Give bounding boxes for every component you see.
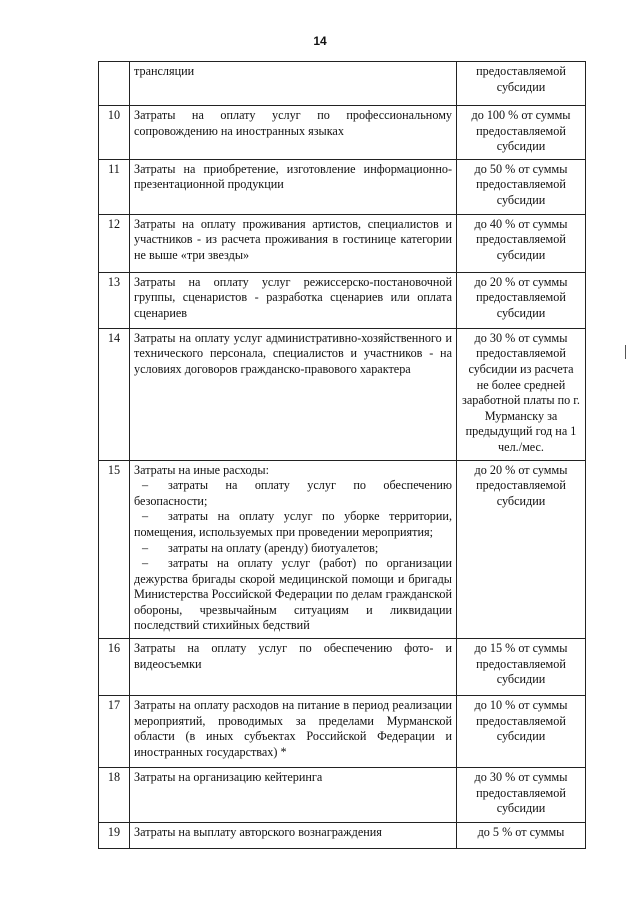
expense-limit: до 100 % от суммы предоставляемой субсидии <box>457 106 586 160</box>
table-row <box>99 696 586 768</box>
row-number: 18 <box>99 768 130 823</box>
table-row <box>99 639 586 696</box>
table-row <box>99 768 586 823</box>
row-number: 11 <box>99 159 130 214</box>
table-row <box>99 328 586 460</box>
row-number: 14 <box>99 328 130 460</box>
dash-glyph: – <box>142 478 149 493</box>
dash-glyph: – <box>142 540 149 555</box>
expense-limit: до 20 % от суммы предоставляемой субсидии <box>457 460 586 639</box>
row-number: 12 <box>99 214 130 272</box>
expense-description: Затраты на оплату услуг по обеспечению фото- и видеосъемки <box>130 639 457 696</box>
expense-limit: до 40 % от суммы предоставляемой субсидии <box>457 214 586 272</box>
expense-description: Затраты на оплату расходов на питание в период реализации мероприятий, проводимых за пределами Мурманской области (в иных субъектах Российской Федерации и иностранных государствах) * <box>130 696 457 768</box>
table-row <box>99 460 586 639</box>
expense-description: трансляции <box>130 62 457 106</box>
row-number: 19 <box>99 823 130 849</box>
page-number: 14 <box>313 34 327 48</box>
expense-description: Затраты на оплату услуг административно-хозяйственного и технического персонала, специалистов и участников - на условиях договоров гражданско-правового характера <box>130 328 457 460</box>
table-row <box>99 823 586 849</box>
expense-limit: до 5 % от суммы <box>457 823 586 849</box>
expense-limit: до 30 % от суммы предоставляемой субсидии из расчета не более средней заработной платы по г. Мурманску за предыдущий год на 1 чел./мес. <box>457 328 586 460</box>
expense-description <box>130 460 457 639</box>
expense-limit: до 30 % от суммы предоставляемой субсидии <box>457 768 586 823</box>
expense-limit: до 15 % от суммы предоставляемой субсидии <box>457 639 586 696</box>
row-number: 17 <box>99 696 130 768</box>
expense-heading: Затраты на иные расходы: <box>134 462 269 477</box>
table-row <box>99 159 586 214</box>
scan-margin-mark <box>625 345 626 359</box>
expense-subitem: – затраты на оплату (аренду) биотуалетов; <box>134 541 452 557</box>
expense-description: Затраты на организацию кейтеринга <box>130 768 457 823</box>
row-number: 10 <box>99 106 130 160</box>
table-row <box>99 272 586 328</box>
row-number: 13 <box>99 272 130 328</box>
row-number: 15 <box>99 460 130 639</box>
expense-limit: предоставляемой субсидии <box>457 62 586 106</box>
expense-subitem: – затраты на оплату услуг (работ) по организации дежурства бригады скорой медицинской помощи и бригады Министерства Российской Федерации по делам гражданской обороны, чрезвычайным ситуациям и ликвидации последствий стихийных бедствий <box>134 556 452 633</box>
table-row <box>99 62 586 106</box>
expense-description: Затраты на оплату услуг по профессиональному сопровождению на иностранных языках <box>130 106 457 160</box>
dash-glyph: – <box>142 509 149 524</box>
expenses-table <box>98 61 586 849</box>
expense-description: Затраты на оплату услуг режиссерско-постановочной группы, сценаристов - разработка сценариев или оплата сценариев <box>130 272 457 328</box>
expense-limit: до 20 % от суммы предоставляемой субсидии <box>457 272 586 328</box>
table-row <box>99 214 586 272</box>
expense-description: Затраты на выплату авторского вознаграждения <box>130 823 457 849</box>
table-row <box>99 106 586 160</box>
row-number: 16 <box>99 639 130 696</box>
expense-description: Затраты на оплату проживания артистов, специалистов и участников - из расчета проживания в гостинице категории не выше «три звезды» <box>130 214 457 272</box>
dash-glyph: – <box>142 556 149 571</box>
expense-description: Затраты на приобретение, изготовление информационно-презентационной продукции <box>130 159 457 214</box>
row-number <box>99 62 130 106</box>
expense-limit: до 50 % от суммы предоставляемой субсидии <box>457 159 586 214</box>
expense-limit: до 10 % от суммы предоставляемой субсидии <box>457 696 586 768</box>
expense-subitem: – затраты на оплату услуг по уборке территории, помещения, используемых при проведении мероприятия; <box>134 509 452 539</box>
expense-subitem: – затраты на оплату услуг по обеспечению безопасности; <box>134 478 452 508</box>
